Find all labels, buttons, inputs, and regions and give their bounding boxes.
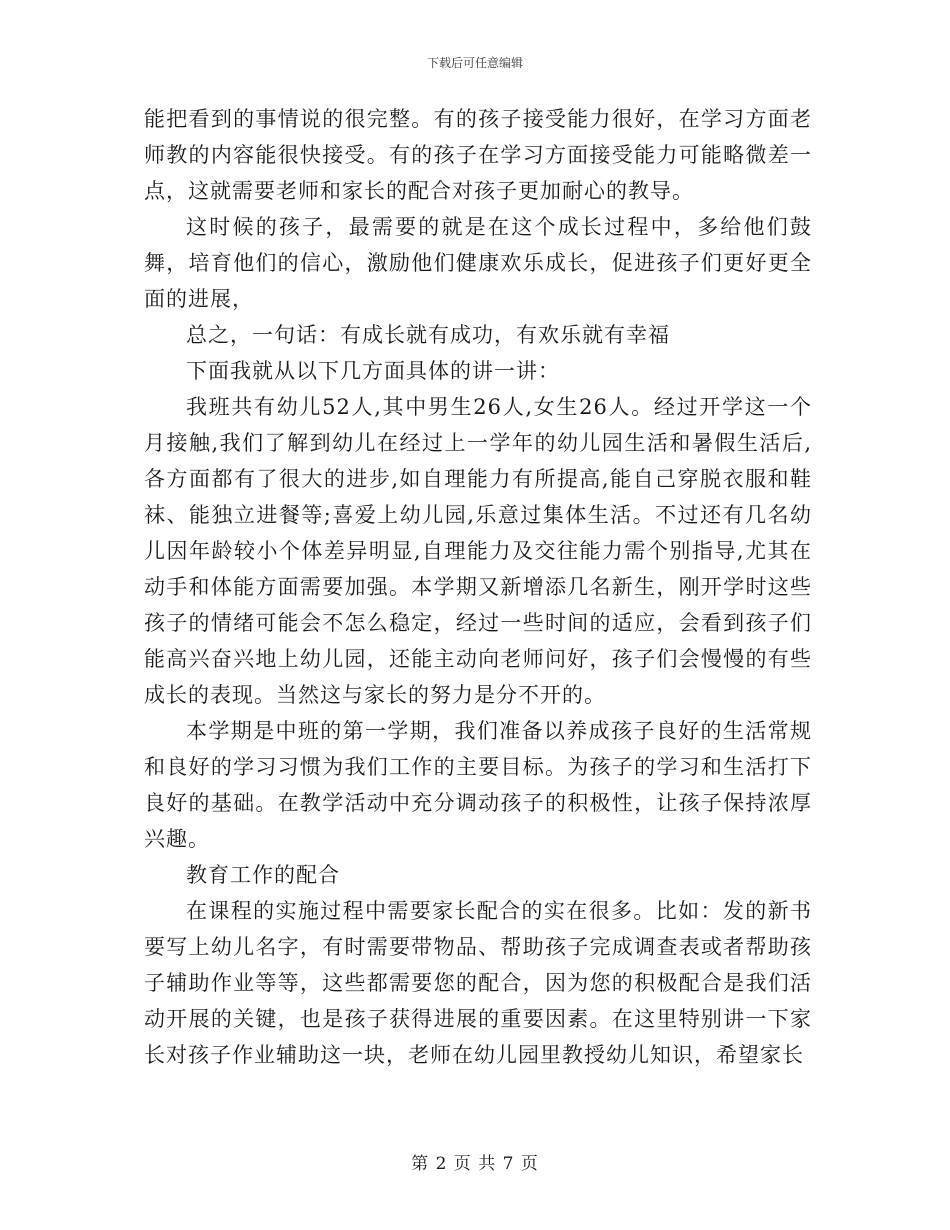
paragraph: 下面我就从以下几方面具体的讲一讲： [186, 359, 560, 383]
section-heading: 教育工作的配合 [186, 863, 340, 887]
page-footer [0, 1149, 950, 1174]
paragraph: 在课程的实施过程中需要家长配合的实在很多。比如：发的新书要写上幼儿名字，有时需要带物品、帮助孩子完成调查表或者帮助孩子辅助作业等等，这些都需要您的配合，因为您的积极配合是我们活动开展的关键，也是孩子获得进展的重要因素。在这里特别讲一下家长对孩子作业辅助这一块，老师在幼儿园里教授幼儿知识，希望家长 [144, 899, 812, 1067]
paragraph-continued: 能把看到的事情说的很完整。有的孩子接受能力很好，在学习方面老师教的内容能很快接受。有的孩子在学习方面接受能力可能略微差一点，这就需要老师和家长的配合对孩子更加耐心的教导。 [144, 107, 812, 203]
paragraph: 本学期是中班的第一学期，我们准备以养成孩子良好的生活常规和良好的学习习惯为我们工作的主要目标。为孩子的学习和生活打下良好的基础。在教学活动中充分调动孩子的积极性，让孩子保持浓厚兴趣。 [144, 719, 812, 851]
paragraph: 这时候的孩子，最需要的就是在这个成长过程中，多给他们鼓舞，培育他们的信心，激励他们健康欢乐成长，促进孩子们更好更全面的进展， [144, 215, 812, 311]
page-number: 第 2 页 共 7 页 [411, 1154, 539, 1174]
paragraph: 总之，一句话：有成长就有成功，有欢乐就有幸福 [186, 323, 670, 347]
paragraph: 我班共有幼儿52人,其中男生26人,女生26人。经过开学这一个月接触,我们了解到幼儿在经过上一学年的幼儿园生活和暑假生活后,各方面都有了很大的进步,如自理能力有所提高,能自己穿脱衣服和鞋袜、能独立进餐等;喜爱上幼儿园,乐意过集体生活。不过还有几名幼儿因年龄较小个体差异明显,自理能力及交往能力需个别指导,尤其在动手和体能方面需要加强。本学期又新增添几名新生，刚开学时这些孩子的情绪可能会不怎么稳定，经过一些时间的适应，会看到孩子们能高兴奋兴地上幼儿园，还能主动向老师问好，孩子们会慢慢的有些成长的表现。当然这与家长的努力是分不开的。 [144, 395, 812, 707]
document-body [144, 101, 812, 1073]
page-header: 下载后可任意编辑 [426, 56, 523, 70]
